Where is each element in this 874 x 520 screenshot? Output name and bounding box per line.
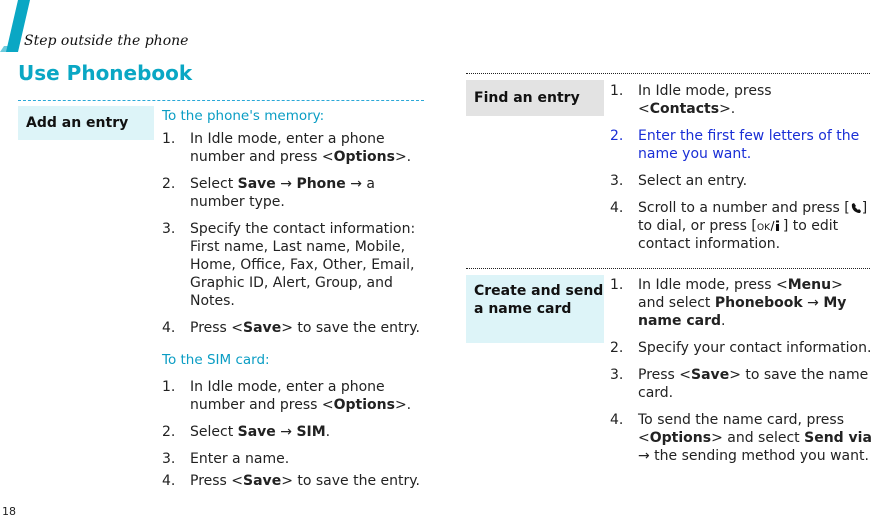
step-text: >.	[394, 149, 412, 165]
step-text-bold: Send via	[804, 430, 872, 446]
step-text: In Idle mode, enter a phone number and press <	[190, 379, 385, 413]
step-text-bold: Phonebook	[714, 295, 803, 311]
list-item	[162, 472, 424, 490]
svg-text:OK: OK	[756, 223, 770, 233]
step-number: 4.	[162, 473, 176, 489]
step-text: Press <	[190, 320, 244, 336]
step-text-bold: Save	[691, 367, 730, 383]
list-item	[162, 450, 424, 468]
step-text: Select	[190, 424, 238, 440]
list-item	[162, 378, 424, 414]
step-text-bold: Save	[237, 424, 276, 440]
step-text-bold: Contacts	[649, 101, 720, 117]
step-text: →	[802, 295, 824, 311]
step-text: > to save the name card.	[638, 367, 869, 401]
step-text: → the sending method you want.	[638, 448, 869, 464]
step-text: ] to edit contact information.	[638, 218, 839, 252]
step-text-bold: SIM	[296, 424, 326, 440]
step-number: 1.	[610, 83, 624, 99]
step-text: Scroll to a number and press [	[638, 200, 850, 216]
step-text: ] to dial, or press [	[638, 200, 868, 234]
step-number: 3.	[610, 173, 624, 189]
step-text-bold: Save	[243, 320, 282, 336]
name-card-steps	[610, 276, 872, 474]
step-text: Specify the contact information: First name, Last name, Mobile, Home, Office, Fax, Other, Email, Graphic ID, Alert, Group, and Notes.	[190, 221, 416, 309]
step-text: In Idle mode, enter a phone number and press <	[190, 131, 385, 165]
step-number: 4.	[610, 412, 624, 428]
step-text-bold: Options	[649, 430, 712, 446]
step-number: 2.	[162, 176, 176, 192]
step-text: >.	[719, 101, 736, 117]
step-number: 2.	[162, 424, 176, 440]
step-text: To send the name card, press <	[638, 412, 844, 446]
step-number: 2.	[610, 128, 624, 144]
phone-memory-heading: To the phone's memory:	[162, 108, 325, 124]
step-number: 1.	[162, 379, 176, 395]
section-title: Use Phonebook	[18, 61, 193, 85]
divider	[18, 100, 424, 101]
step-text-bold: Menu	[787, 277, 832, 293]
step-text: Select	[190, 176, 238, 192]
divider	[466, 268, 870, 269]
list-item	[162, 319, 424, 337]
step-text: .	[325, 424, 331, 440]
list-item	[610, 276, 872, 330]
ok-key-icon	[757, 219, 783, 233]
find-entry-label	[466, 80, 604, 116]
step-text: →	[275, 176, 297, 192]
find-entry-steps	[610, 82, 872, 262]
list-item	[610, 411, 872, 465]
step-text: Specify your contact information.	[638, 340, 872, 356]
list-item	[610, 172, 872, 190]
step-text-bold: My name card	[638, 295, 847, 329]
step-text: > and select	[638, 277, 843, 311]
step-number: 4.	[162, 320, 176, 336]
list-item	[610, 127, 872, 163]
step-text: Enter the first few letters of the name you want.	[638, 128, 860, 162]
list-item	[162, 175, 424, 211]
list-item	[162, 423, 424, 441]
step-text: > to save the entry.	[281, 473, 420, 489]
list-item	[162, 220, 424, 310]
step-text: > and select	[711, 430, 805, 446]
sim-card-heading: To the SIM card:	[162, 352, 270, 368]
name-card-label-text: Create and send a name card	[474, 283, 604, 317]
step-text-bold: Phone	[296, 176, 346, 192]
step-text: In Idle mode, press <	[638, 83, 772, 117]
dial-key-icon	[850, 202, 862, 214]
list-item	[610, 199, 872, 253]
phone-memory-steps	[162, 130, 424, 346]
name-card-label	[466, 275, 604, 343]
step-text-bold: Save	[237, 176, 276, 192]
step-text: >.	[394, 397, 412, 413]
list-item	[610, 82, 872, 118]
step-number: 1.	[162, 131, 176, 147]
add-entry-label-text: Add an entry	[26, 115, 129, 131]
step-text-bold: Options	[333, 149, 395, 165]
step-text-bold: Options	[333, 397, 395, 413]
step-number: 3.	[610, 367, 624, 383]
chapter-title: Step outside the phone	[24, 33, 189, 49]
step-number: 1.	[610, 277, 624, 293]
list-item	[162, 130, 424, 166]
step-text: Press <	[190, 473, 244, 489]
list-item	[610, 366, 872, 402]
step-number: 2.	[610, 340, 624, 356]
step-text: > to save the entry.	[281, 320, 420, 336]
step-text: In Idle mode, press <	[638, 277, 788, 293]
list-item	[610, 339, 872, 357]
step-number: 3.	[162, 221, 176, 237]
divider	[466, 73, 870, 74]
step-number: 3.	[162, 451, 176, 467]
step-text: → a number type.	[190, 176, 375, 210]
step-number: 4.	[610, 200, 624, 216]
step-text: .	[721, 313, 726, 329]
sim-card-steps	[162, 378, 424, 499]
step-text: Select an entry.	[638, 173, 748, 189]
step-text: Enter a name.	[190, 451, 290, 467]
page-number: 18	[2, 505, 16, 518]
add-entry-label	[18, 106, 154, 140]
step-text: Press <	[638, 367, 692, 383]
step-text-bold: Save	[243, 473, 282, 489]
step-text: →	[275, 424, 297, 440]
find-entry-label-text: Find an entry	[474, 90, 580, 106]
